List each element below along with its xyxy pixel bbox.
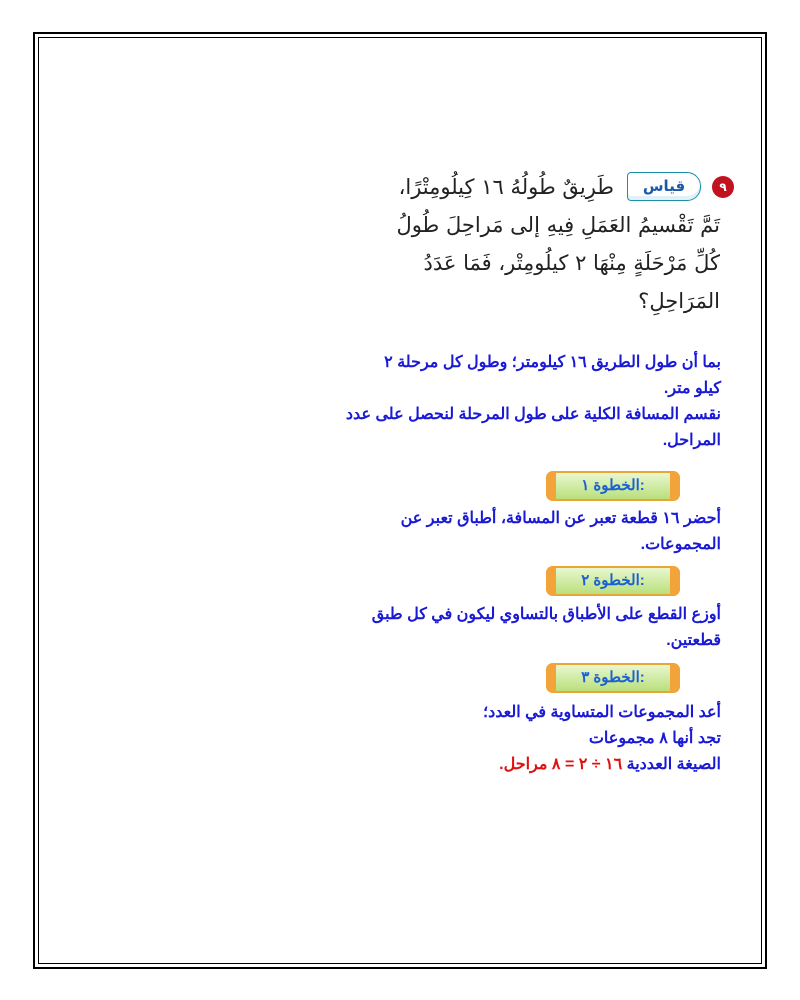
step-1-text [251,506,721,558]
formula-value: ١٦ ÷ ٢ = ٨ مراحل. [499,756,623,773]
problem-line-4: المَرَاحِلِ؟ [638,289,720,313]
step-line: المجموعات. [640,536,721,553]
intro-line: بما أن طول الطريق ١٦ كيلومتر؛ وطول كل مرحلة ٢ [384,354,721,371]
step-line: أعد المجموعات المتساوية في العدد؛ [482,704,721,721]
intro-line: نقسم المسافة الكلية على طول المرحلة لنحصل على عدد [345,406,721,423]
step-line: أحضر ١٦ قطعة تعبر عن المسافة، أطباق تعبر عن [400,510,721,527]
step-2-label: الخطوة ٢: [546,566,680,596]
intro-line: المراحل. [662,432,721,449]
intro-line: كيلو متر. [663,380,721,397]
step-3-label: الخطوة ٣: [546,663,680,693]
formula-line [251,752,721,778]
problem-number-badge: ٩ [712,176,734,198]
category-tag: قياس [627,172,701,201]
step-line: قطعتين. [666,632,721,649]
problem-line-1 [284,168,734,206]
problem-line-3: كُلِّ مَرْحَلَةٍ مِنْهَا ٢ كيلُومِتْر، فَمَا عَدَدُ [423,251,720,275]
step-line: تجد أنها ٨ مجموعات [588,730,721,747]
problem-text: طَرِيقٌ طُولُهُ ١٦ كِيلُومِتْرًا، [398,175,614,199]
step-line: أوزع القطع على الأطباق بالتساوي ليكون في كل طبق [371,606,721,623]
solution-intro [251,350,721,454]
step-2-text [251,602,721,654]
problem-line-2: تَمَّ تَقْسيمُ العَمَلِ فِيهِ إلى مَراحِلَ طُولُ [396,213,720,237]
step-3-text [251,700,721,778]
problem-block [284,168,734,320]
step-1-label: الخطوة ١: [546,471,680,501]
formula-label: الصيغة العددية [626,756,721,773]
